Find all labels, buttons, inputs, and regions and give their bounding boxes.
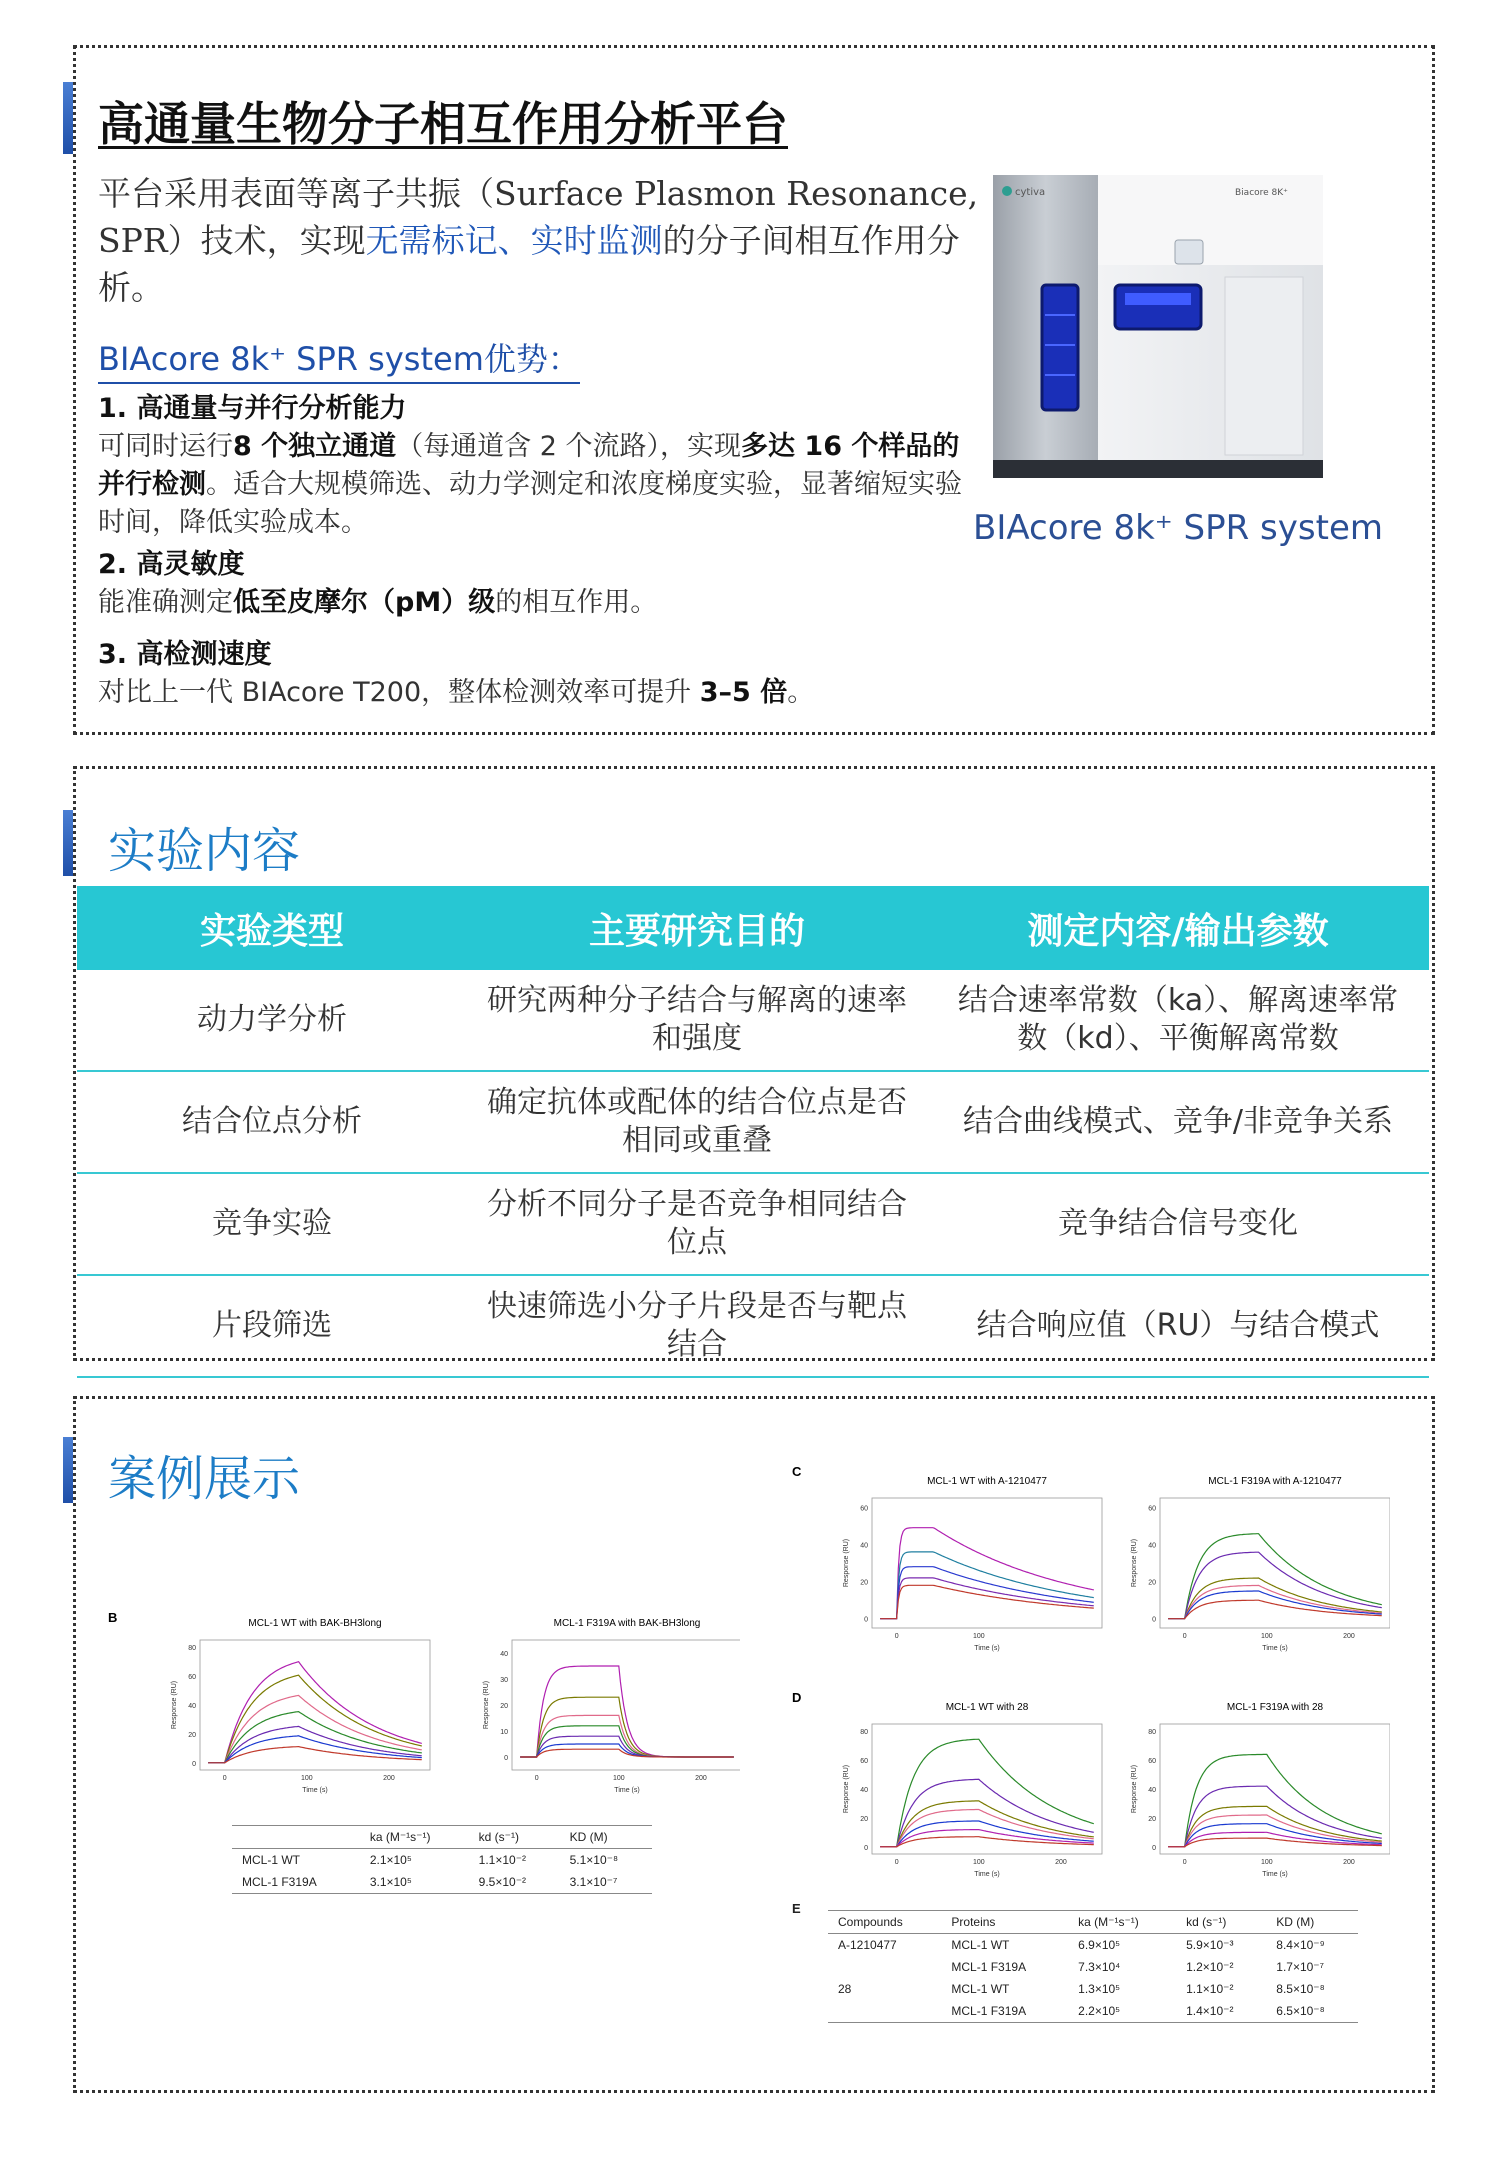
intro-paragraph bbox=[98, 170, 998, 311]
x-tick-label: 0 bbox=[534, 1775, 539, 1782]
feature-1 bbox=[98, 390, 978, 542]
cell: 结合速率常数（ka）、解离速率常数（kd）、平衡解离常数 bbox=[927, 970, 1429, 1071]
chart-title: MCL-1 WT with BAK-BH3long bbox=[248, 1618, 382, 1629]
x-tick-label: 100 bbox=[300, 1775, 313, 1782]
series-line bbox=[1168, 1754, 1382, 1846]
table-row bbox=[77, 1071, 1429, 1173]
header-purpose: 主要研究目的 bbox=[467, 886, 927, 970]
y-tick-label: 40 bbox=[1148, 1787, 1156, 1794]
feature-2 bbox=[98, 546, 978, 622]
chart-title: MCL-1 F319A with 28 bbox=[1226, 1702, 1324, 1713]
y-axis-label: Response (RU) bbox=[843, 1764, 850, 1814]
header-output: 测定内容/输出参数 bbox=[927, 886, 1429, 970]
x-tick-label: 100 bbox=[1260, 1633, 1273, 1640]
page-title: 高通量生物分子相互作用分析平台 bbox=[98, 97, 788, 151]
cell: 快速筛选小分子片段是否与靶点结合 bbox=[467, 1275, 927, 1377]
chart-f319a-a1210477 bbox=[1131, 1476, 1390, 1652]
y-tick-label: 60 bbox=[860, 1758, 868, 1766]
intro-text-b: 的分子间相互作用分析。 bbox=[98, 221, 960, 307]
y-tick-label: 0 bbox=[504, 1755, 508, 1762]
table-row: MCL-1 F319A 7.3×10⁴ 1.2×10⁻² 1.7×10⁻⁷ bbox=[951, 1960, 1324, 1974]
y-tick-label: 20 bbox=[860, 1815, 868, 1823]
y-tick-label: 60 bbox=[1148, 1758, 1156, 1766]
y-tick-label: 0 bbox=[1152, 1616, 1156, 1624]
chart-wt-bak bbox=[171, 1618, 430, 1794]
y-tick-label: 40 bbox=[500, 1651, 508, 1658]
panel-label-d: D bbox=[792, 1690, 802, 1705]
instrument-caption: BIAcore 8k⁺ SPR system bbox=[973, 508, 1383, 548]
cell: 结合曲线模式、竞争/非竞争关系 bbox=[927, 1071, 1429, 1173]
cell: 竞争实验 bbox=[77, 1173, 467, 1275]
x-axis-label: Time (s) bbox=[1262, 1871, 1288, 1878]
title-accent-bar bbox=[63, 82, 73, 154]
y-tick-label: 80 bbox=[188, 1645, 196, 1653]
x-axis-label: Time (s) bbox=[974, 1645, 1000, 1652]
chart-title: MCL-1 F319A with BAK-BH3long bbox=[553, 1618, 701, 1629]
x-axis-label: Time (s) bbox=[614, 1787, 640, 1794]
y-axis-label: Response (RU) bbox=[171, 1680, 178, 1730]
feature-2-desc: 能准确测定低至皮摩尔（pM）级的相互作用。 bbox=[98, 587, 658, 618]
panel-label-e-wrap bbox=[792, 1900, 801, 1918]
x-axis-label: Time (s) bbox=[974, 1871, 1000, 1878]
section3-title: 案例展示 bbox=[108, 1451, 301, 1507]
section2-title: 实验内容 bbox=[108, 823, 301, 879]
y-tick-label: 20 bbox=[1148, 1815, 1156, 1823]
x-tick-label: 0 bbox=[894, 1633, 899, 1640]
x-tick-label: 100 bbox=[972, 1633, 985, 1640]
y-tick-label: 80 bbox=[860, 1729, 868, 1737]
feature-3 bbox=[98, 636, 978, 712]
x-tick-label: 100 bbox=[612, 1775, 625, 1782]
biacore-instrument-image bbox=[985, 165, 1330, 485]
y-tick-label: 40 bbox=[860, 1787, 868, 1794]
y-tick-label: 0 bbox=[192, 1760, 196, 1768]
x-axis-label: Time (s) bbox=[1262, 1645, 1288, 1652]
cell: 研究两种分子结合与解离的速率和强度 bbox=[467, 970, 927, 1071]
x-tick-label: 200 bbox=[383, 1775, 395, 1782]
cell: 确定抗体或配体的结合位点是否相同或重叠 bbox=[467, 1071, 927, 1173]
y-tick-label: 0 bbox=[864, 1844, 868, 1852]
intro-text-a: 平台采用表面等离子共振（Surface Plasmon Resonance, SPR）技术，实现 bbox=[98, 174, 979, 260]
y-tick-label: 30 bbox=[500, 1677, 508, 1684]
x-tick-label: 0 bbox=[1182, 1633, 1187, 1640]
series-line bbox=[1168, 1815, 1382, 1847]
y-axis-label: Response (RU) bbox=[843, 1538, 850, 1588]
table-row bbox=[77, 1275, 1429, 1377]
x-tick-label: 200 bbox=[695, 1775, 707, 1782]
y-tick-label: 20 bbox=[188, 1731, 196, 1739]
kinetics-table-e: Compounds Proteins ka (M⁻¹s⁻¹) kd (s⁻¹) KD (M) A-1210477 MCL-1 WT 6.9×10⁵ 5.9×10⁻³ 8.4×10⁻⁹ MCL-1 F319A 7.3×10⁴ 1.2×10⁻² 1.7×10⁻⁷ 28 MCL-1 WT 1.3×10⁵ 1.1×10⁻² 8.5×10⁻⁸ MCL-1 F319A 2.2×10⁵ 1.4×10⁻² 6.5×10⁻⁸ bbox=[828, 1910, 1358, 2023]
x-tick-label: 0 bbox=[222, 1775, 227, 1782]
series-line bbox=[520, 1749, 734, 1757]
table-header-row bbox=[77, 886, 1429, 970]
section3-accent-bar bbox=[63, 1437, 73, 1503]
y-axis-label: Response (RU) bbox=[1131, 1538, 1138, 1588]
plot-frame bbox=[872, 1498, 1102, 1628]
chart-f319a-bak bbox=[483, 1618, 740, 1794]
feature-3-desc: 对比上一代 BIAcore T200，整体检测效率可提升 3–5 倍。 bbox=[98, 677, 815, 708]
chart-f319a-28 bbox=[1131, 1702, 1390, 1878]
table-row: A-1210477 MCL-1 WT 6.9×10⁵ 5.9×10⁻³ 8.4×10⁻⁹ bbox=[838, 1938, 1325, 1952]
intro-highlight: 无需标记、实时监测 bbox=[365, 221, 663, 260]
x-tick-label: 100 bbox=[1260, 1859, 1273, 1866]
panel-label-c: C bbox=[792, 1464, 802, 1479]
chart-title: MCL-1 WT with A-1210477 bbox=[927, 1476, 1047, 1487]
y-axis-label: Response (RU) bbox=[1131, 1764, 1138, 1814]
cell: 动力学分析 bbox=[77, 970, 467, 1071]
chart-wt-28 bbox=[843, 1702, 1102, 1878]
header-type: 实验类型 bbox=[77, 886, 467, 970]
panel-label-b: B bbox=[108, 1610, 118, 1625]
series-line bbox=[1168, 1552, 1382, 1619]
x-tick-label: 0 bbox=[894, 1859, 899, 1866]
series-line bbox=[520, 1666, 734, 1757]
table-row: 28 MCL-1 WT 1.3×10⁵ 1.1×10⁻² 8.5×10⁻⁸ bbox=[838, 1982, 1325, 1996]
panel-label-e: E bbox=[792, 1901, 801, 1916]
x-tick-label: 0 bbox=[1182, 1859, 1187, 1866]
feature-1-desc: 可同时运行8 个独立通道（每通道含 2 个流路），实现多达 16 个样品的并行检测。适合大规模筛选、动力学测定和浓度梯度实验，显著缩短实验时间，降低实验成本。 bbox=[98, 431, 962, 538]
instrument-brand: cytiva bbox=[1015, 187, 1046, 198]
chart-title: MCL-1 WT with 28 bbox=[945, 1702, 1029, 1713]
section2-accent-bar bbox=[63, 810, 73, 876]
feature-2-title: 2. 高灵敏度 bbox=[98, 549, 245, 580]
y-tick-label: 40 bbox=[188, 1703, 196, 1710]
series-line bbox=[520, 1697, 734, 1757]
y-tick-label: 60 bbox=[188, 1674, 196, 1682]
chart-wt-a1210477 bbox=[843, 1476, 1102, 1652]
series-line bbox=[1168, 1578, 1382, 1619]
table-row bbox=[77, 970, 1429, 1071]
table-row bbox=[77, 1173, 1429, 1275]
y-tick-label: 20 bbox=[1148, 1579, 1156, 1587]
y-tick-label: 10 bbox=[500, 1729, 508, 1736]
y-tick-label: 40 bbox=[1148, 1542, 1156, 1550]
instrument-model: Biacore 8K⁺ bbox=[1235, 188, 1288, 198]
y-tick-label: 80 bbox=[1148, 1729, 1156, 1737]
series-line bbox=[1168, 1591, 1382, 1619]
series-line bbox=[880, 1567, 1094, 1619]
series-line bbox=[208, 1695, 422, 1762]
x-axis-label: Time (s) bbox=[302, 1787, 328, 1794]
x-tick-label: 200 bbox=[1343, 1859, 1355, 1866]
kinetics-table-b: ka (M⁻¹s⁻¹) kd (s⁻¹) KD (M) MCL-1 WT 2.1×10⁵ 1.1×10⁻² 5.1×10⁻⁸ MCL-1 F319A 3.1×10⁵ 9.5×10⁻² 3.1×10⁻⁷ bbox=[232, 1825, 652, 1894]
y-tick-label: 0 bbox=[864, 1616, 868, 1624]
y-tick-label: 20 bbox=[860, 1579, 868, 1587]
table-row: MCL-1 F319A 3.1×10⁵ 9.5×10⁻² 3.1×10⁻⁷ bbox=[242, 1875, 618, 1889]
y-axis-label: Response (RU) bbox=[483, 1680, 490, 1730]
x-tick-label: 100 bbox=[972, 1859, 985, 1866]
x-tick-label: 200 bbox=[1055, 1859, 1067, 1866]
figure-panel-b bbox=[100, 1602, 740, 1817]
y-tick-label: 20 bbox=[500, 1703, 508, 1710]
y-tick-label: 0 bbox=[1152, 1844, 1156, 1852]
table-row: MCL-1 WT 2.1×10⁵ 1.1×10⁻² 5.1×10⁻⁸ bbox=[242, 1853, 619, 1867]
x-tick-label: 200 bbox=[1343, 1633, 1355, 1640]
cell: 分析不同分子是否竞争相同结合位点 bbox=[467, 1173, 927, 1275]
experiment-table bbox=[77, 886, 1429, 1378]
feature-3-title: 3. 高检测速度 bbox=[98, 639, 272, 670]
cell: 结合位点分析 bbox=[77, 1071, 467, 1173]
cell: 结合响应值（RU）与结合模式 bbox=[927, 1275, 1429, 1377]
figure-panel-cd bbox=[790, 1462, 1390, 1902]
y-tick-label: 40 bbox=[860, 1542, 868, 1550]
table-row: MCL-1 F319A 2.2×10⁵ 1.4×10⁻² 6.5×10⁻⁸ bbox=[951, 2004, 1325, 2018]
advantages-subtitle: BIAcore 8k⁺ SPR system优势： bbox=[98, 334, 580, 384]
y-tick-label: 60 bbox=[860, 1505, 868, 1513]
cell: 竞争结合信号变化 bbox=[927, 1173, 1429, 1275]
y-tick-label: 60 bbox=[1148, 1505, 1156, 1513]
cell: 片段筛选 bbox=[77, 1275, 467, 1377]
feature-1-title: 1. 高通量与并行分析能力 bbox=[98, 393, 407, 424]
chart-title: MCL-1 F319A with A-1210477 bbox=[1208, 1476, 1342, 1487]
